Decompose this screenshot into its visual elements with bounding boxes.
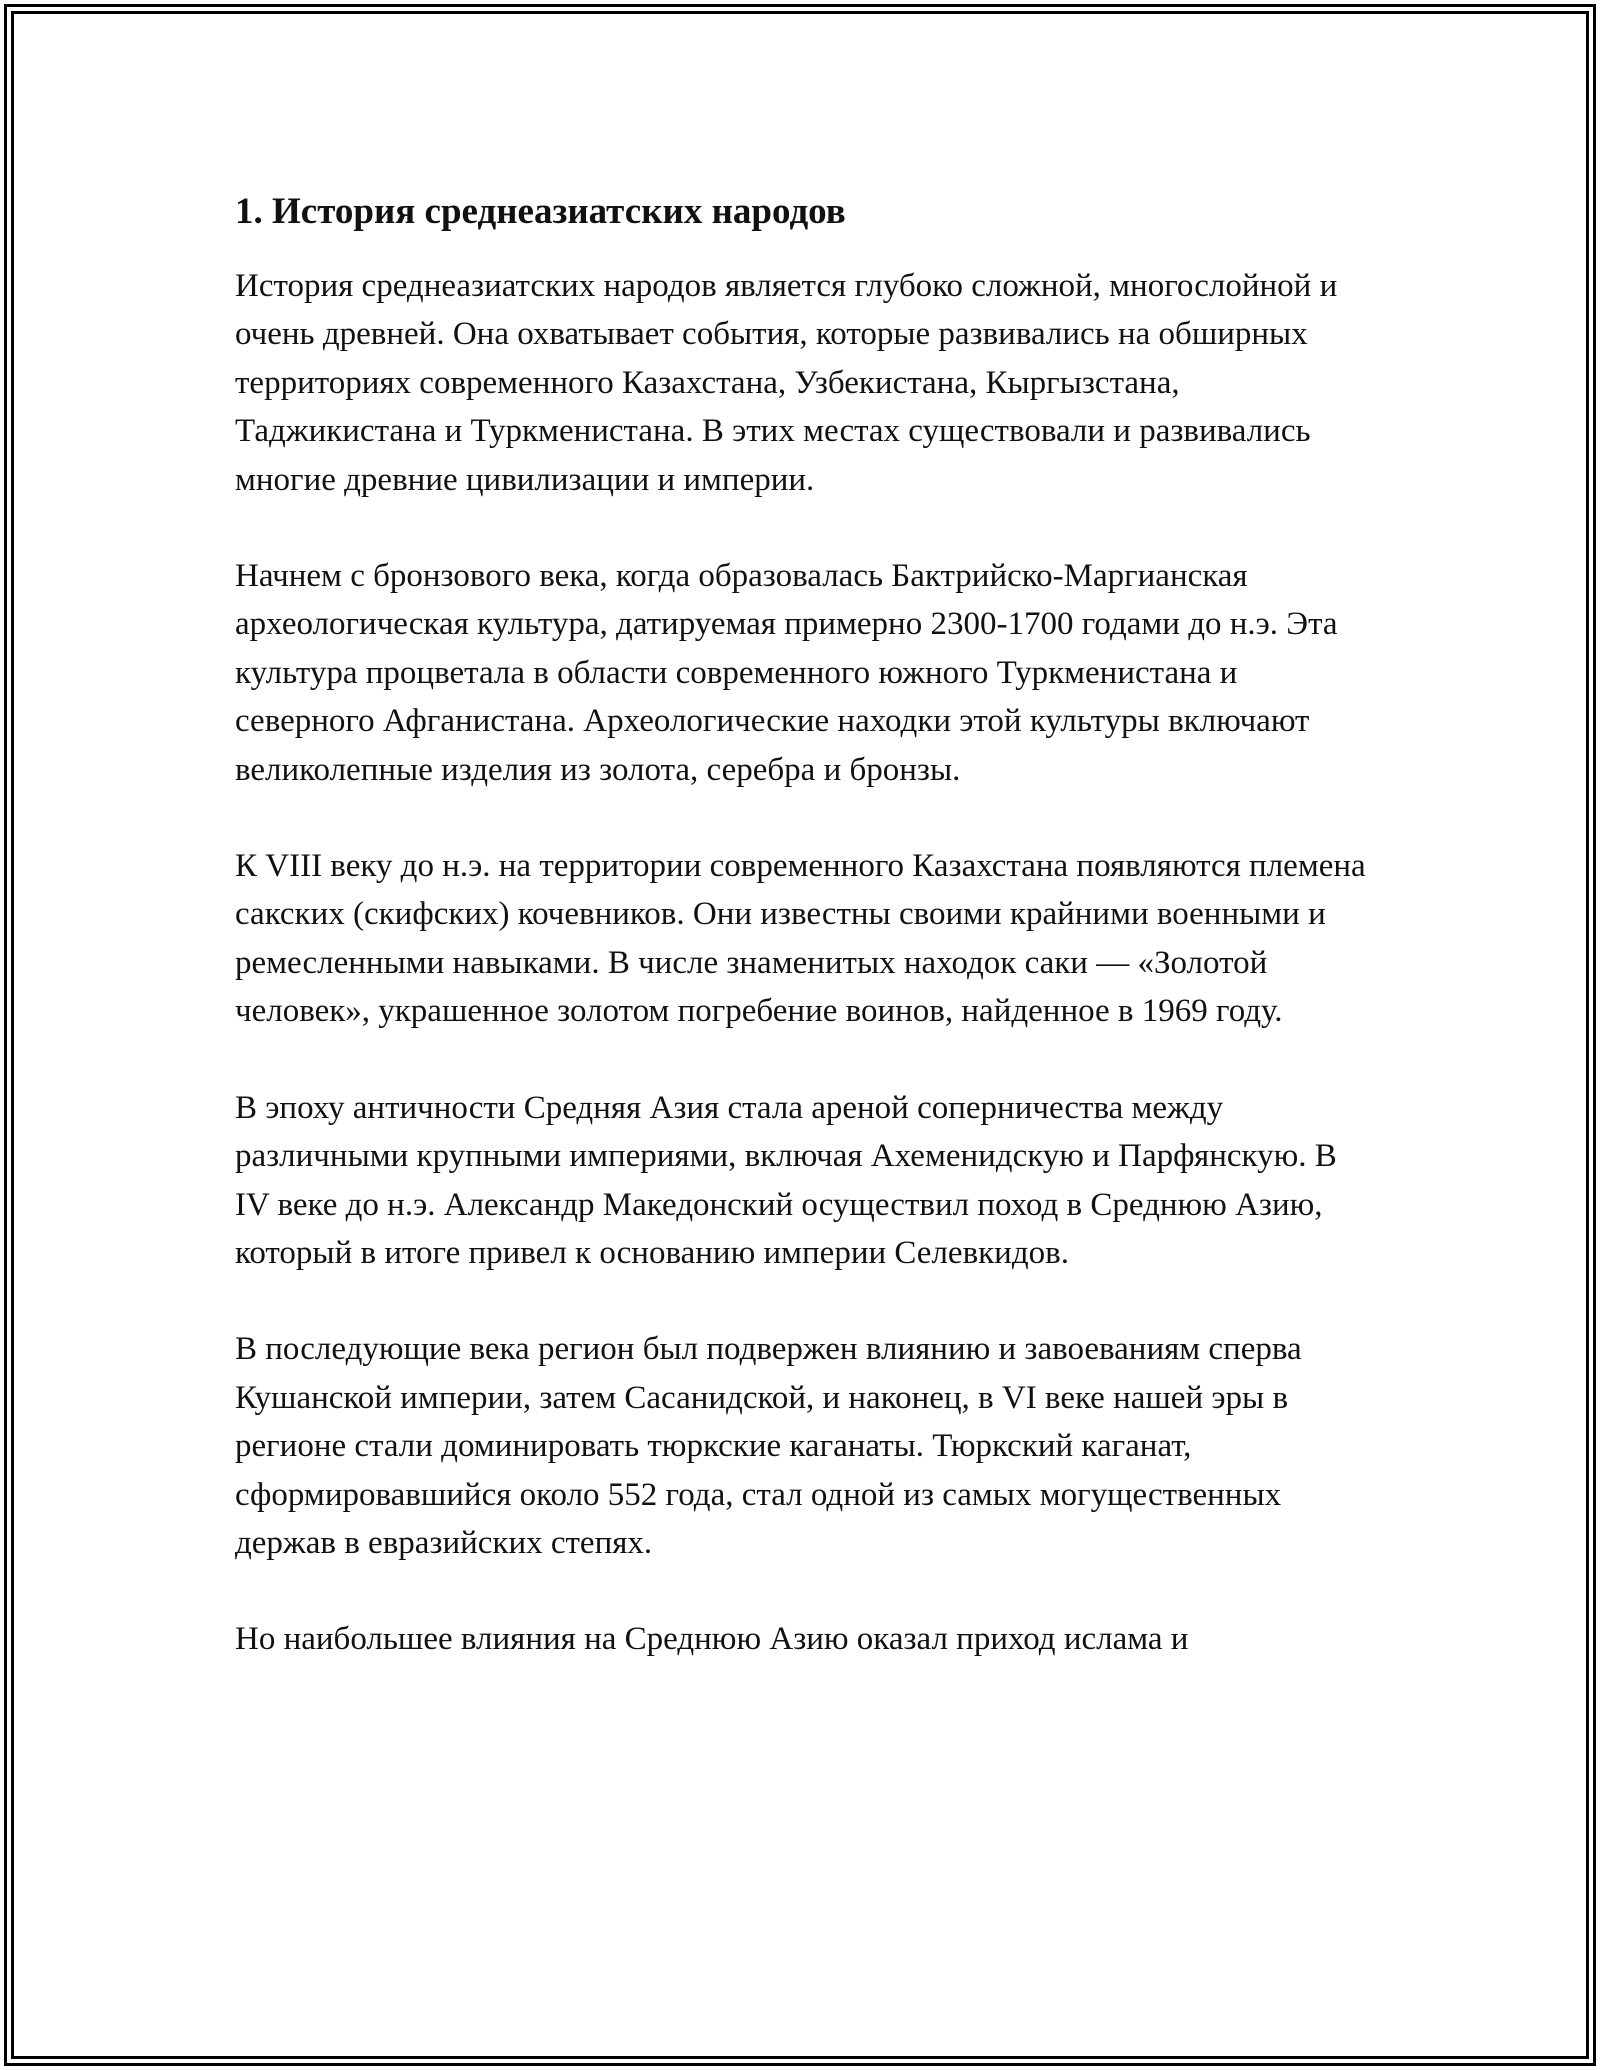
paragraph: История среднеазиатских народов является глубоко сложной, многослойной и очень древней. Она охватывает события, которые развивались на обширных территориях современного Казахстана, Узбекистана, Кыргызстана, Таджикистана и Туркменистана. В этих местах существовали и развивались многие древние цивилизации и империи. bbox=[235, 268, 1338, 498]
paragraph: В эпоху античности Средняя Азия стала ареной соперничества между различными крупными империями, включая Ахеменидскую и Парфянскую. В IV веке до н.э. Александр Македонский осуществил поход в Среднюю Азию, который в итоге привел к основанию империи Селевкидов. bbox=[235, 1089, 1337, 1271]
paragraph: Начнем с бронзового века, когда образовалась Бактрийско-Маргианская археологическая культура, датируемая примерно 2300-1700 годами до н.э. Эта культура процветала в области современного южного Туркменистана и северного Афганистана. Археологические находки этой культуры включают великолепные изделия из золота, серебра и бронзы. bbox=[235, 558, 1338, 788]
paragraph: В последующие века регион был подвержен влиянию и завоеваниям сперва Кушанской империи, затем Сасанидской, и наконец, в VI веке нашей эры в регионе стали доминировать тюркские каганаты. Тюркский каганат, сформировавшийся около 552 года, стал одной из самых могущественных держав в евразийских степях. bbox=[235, 1331, 1302, 1561]
document-body bbox=[235, 188, 1375, 1664]
document-title: 1. История среднеазиатских народов bbox=[235, 191, 846, 232]
paragraph: К VIII веку до н.э. на территории современного Казахстана появляются племена сакских (скифских) кочевников. Они известны своими крайними военными и ремесленными навыками. В числе знаменитых находок саки — «Золотой человек», украшенное золотом погребение воинов, найденное в 1969 году. bbox=[235, 848, 1366, 1030]
paragraph: Но наибольшее влияния на Среднюю Азию оказал приход ислама и bbox=[235, 1621, 1189, 1658]
